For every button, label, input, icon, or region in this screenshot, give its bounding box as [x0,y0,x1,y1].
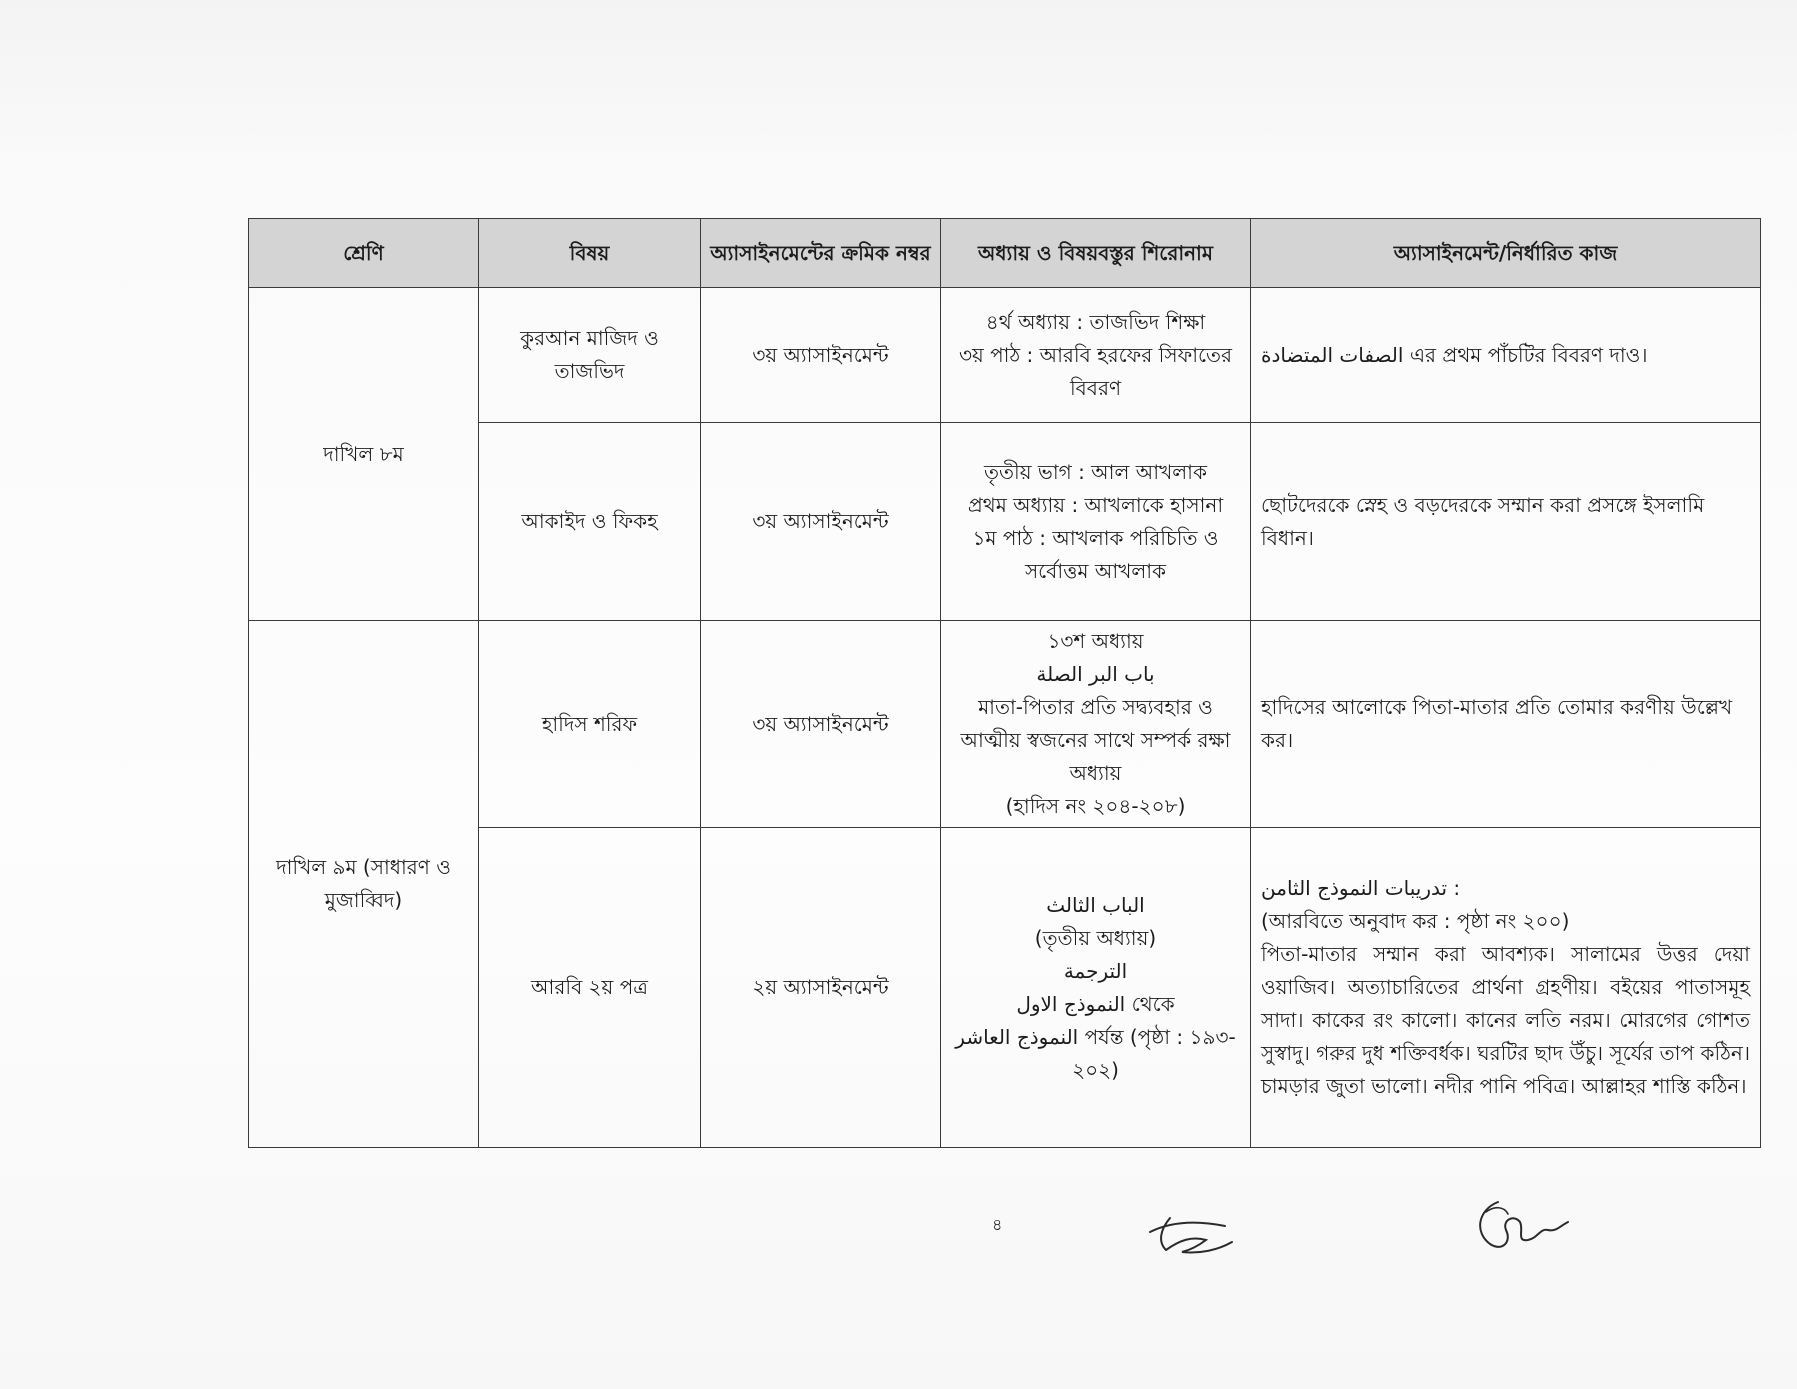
task-cell [1251,828,1761,1148]
subject-cell: আরবি ২য় পত্র [479,828,701,1148]
task-note: (আরবিতে অনুবাদ কর : পৃষ্ঠা নং ২০০) [1261,909,1570,933]
assignment-no-cell: ৩য় অ্যাসাইনমেন্ট [701,423,941,621]
header-subject: বিষয় [479,219,701,288]
chapter-cell [941,621,1251,828]
page-number: ৪ [992,1215,1003,1234]
header-chapter-title: অধ্যায় ও বিষয়বস্তুর শিরোনাম [941,219,1251,288]
chapter-cell [941,288,1251,423]
class-cell: দাখিল ৯ম (সাধারণ ও মুজাব্বিদ) [249,621,479,1148]
task-cell: হাদিসের আলোকে পিতা-মাতার প্রতি তোমার করণীয় উল্লেখ কর। [1251,621,1761,828]
chapter-line: النموذج الاول থেকে [1016,991,1175,1016]
chapter-line: ৩য় পাঠ : আরবি হরফের সিফাতের বিবরণ [958,342,1233,400]
chapter-cell [941,423,1251,621]
task-cell: ছোটদেরকে স্নেহ ও বড়দেরকে সম্মান করা প্রসঙ্গে ইসলামি বিধান। [1251,423,1761,621]
task-cell [1251,288,1761,423]
chapter-line-arabic: باب البر الصلة [1036,662,1155,686]
header-task: অ্যাসাইনমেন্ট/নির্ধারিত কাজ [1251,219,1761,288]
assignment-no-cell: ৩য় অ্যাসাইনমেন্ট [701,621,941,828]
chapter-line: মাতা-পিতার প্রতি সদ্ব্যবহার ও আত্মীয় স্বজনের সাথে সম্পর্ক রক্ষা অধ্যায় [960,695,1231,785]
assignment-table [248,218,1761,1148]
task-text: পিতা-মাতার সম্মান করা আবশ্যক। সালামের উত্তর দেয়া ওয়াজিব। অত্যাচারিতের প্রার্থনা গ্রহণীয়। বইয়ের পাতাসমূহ সাদা। কাকের রং কালো। কানের লতি নরম। মোরগের গোশত সুস্বাদু। গরুর দুধ শক্তিবর্ধক। ঘরটির ছাদ উঁচু। সূর্যের তাপ কঠিন। চামড়ার জুতা ভালো। নদীর পানি পবিত্র। আল্লাহর শাস্তি কঠিন। [1261,942,1750,1098]
header-class: শ্রেণি [249,219,479,288]
subject-cell: হাদিস শরিফ [479,621,701,828]
chapter-line: ১ম পাঠ : আখলাক পরিচিতি ও সর্বোত্তম আখলাক [972,525,1219,583]
chapter-line: প্রথম অধ্যায় : আখলাকে হাসানা [967,492,1224,517]
task-text: এর প্রথম পাঁচটির বিবরণ দাও। [1409,342,1648,367]
chapter-line-arabic: الترجمة [1063,958,1128,983]
chapter-line: (হাদিস নং ২০৪-২০৮) [1005,794,1186,818]
signature-right-icon [1468,1192,1578,1262]
task-heading-arabic: : تدريبات النموذج الثامن [1261,876,1461,900]
task-arabic-term: الصفات المتضادة [1261,342,1404,367]
chapter-line-arabic: الباب الثالث [1046,892,1145,917]
chapter-line: তৃতীয় ভাগ : আল আখলাক [984,459,1207,484]
chapter-line: (তৃতীয় অধ্যায়) [1034,925,1157,950]
table-header-row [249,219,1761,288]
chapter-line: ৪র্থ অধ্যায় : তাজভিদ শিক্ষা [985,309,1206,334]
table-row [249,621,1761,828]
table-row [249,288,1761,423]
header-assignment-no: অ্যাসাইনমেন্টের ক্রমিক নম্বর [701,219,941,288]
assignment-no-cell: ২য় অ্যাসাইনমেন্ট [701,828,941,1148]
subject-cell: আকাইদ ও ফিকহ [479,423,701,621]
signature-left-icon [1140,1210,1240,1260]
assignment-no-cell: ৩য় অ্যাসাইনমেন্ট [701,288,941,423]
chapter-line: ১৩শ অধ্যায় [1047,629,1144,653]
subject-cell: কুরআন মাজিদ ও তাজভিদ [479,288,701,423]
chapter-line: النموذج العاشر পর্যন্ত (পৃষ্ঠা : ১৯৩- ২০২) [955,1024,1236,1082]
chapter-cell [941,828,1251,1148]
class-cell: দাখিল ৮ম [249,288,479,621]
